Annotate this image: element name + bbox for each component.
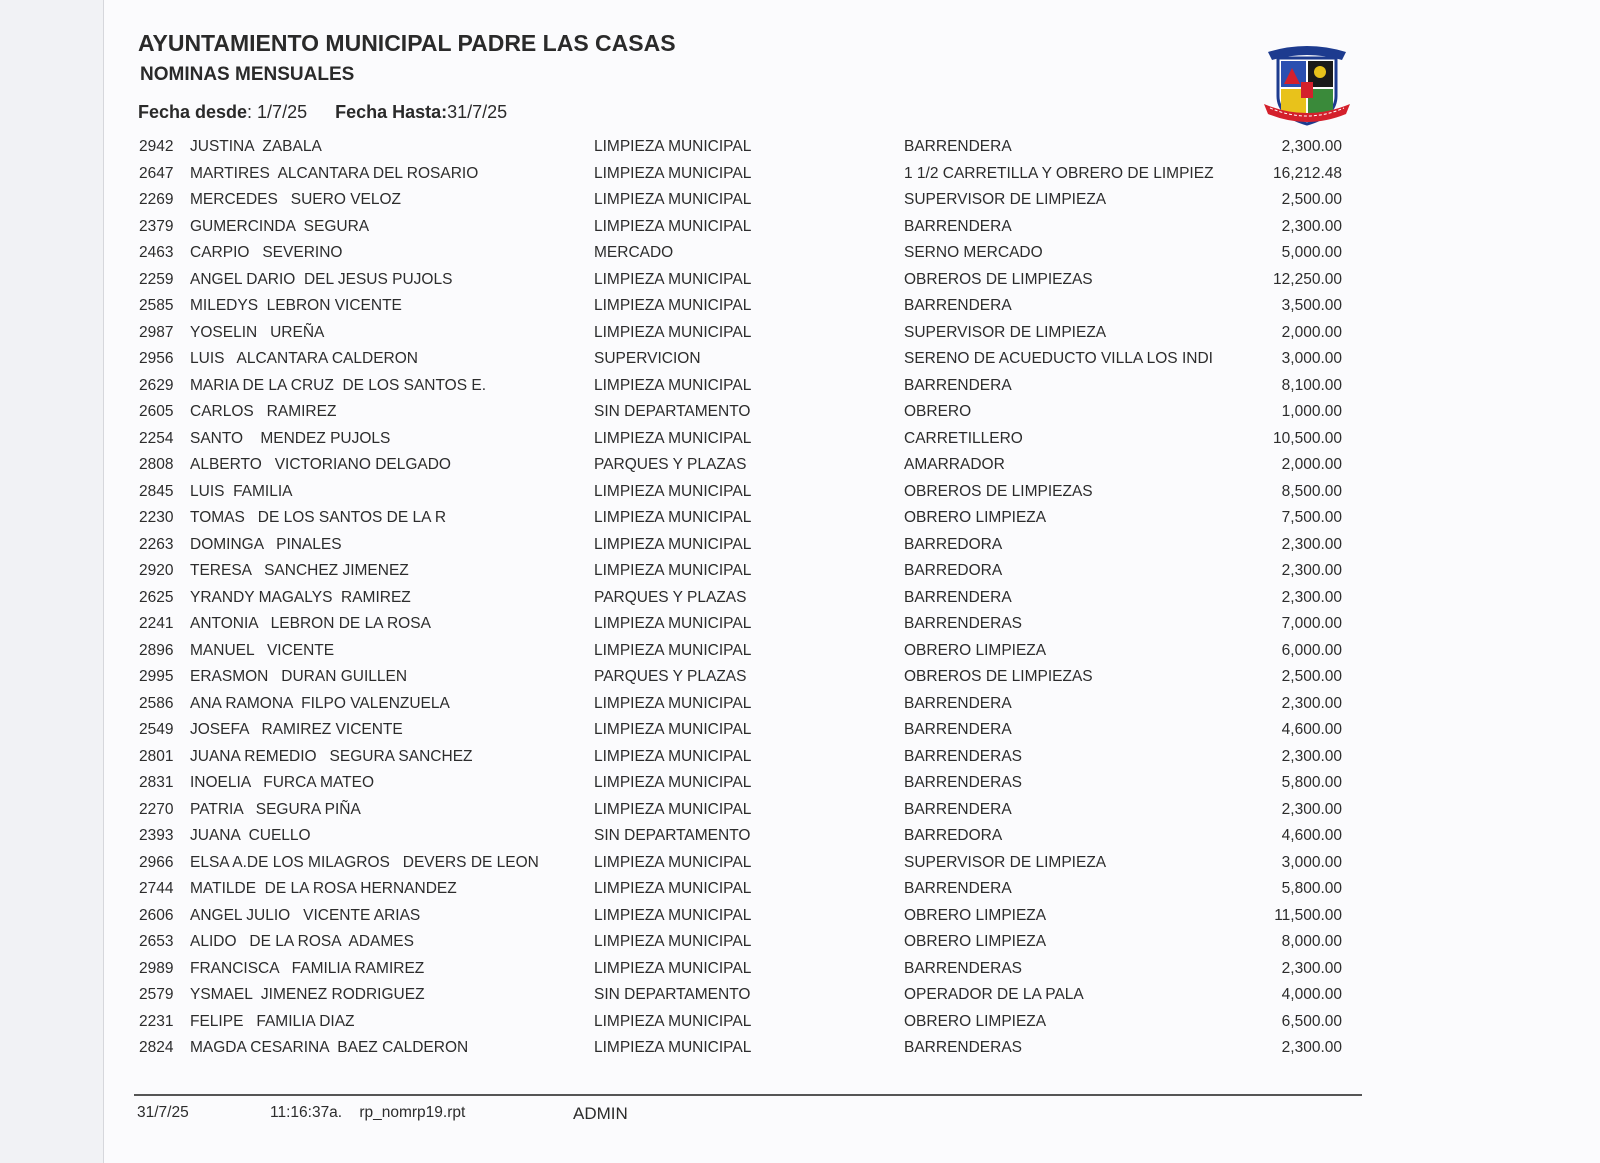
amount: 2,300.00: [1281, 1039, 1342, 1056]
department: LIMPIEZA MUNICIPAL: [594, 191, 752, 208]
table-row: [0, 399, 1600, 426]
position: OBRERO LIMPIEZA: [904, 641, 1047, 659]
table-row: [0, 373, 1600, 400]
amount: 6,000.00: [1281, 641, 1342, 659]
position: BARRENDERAS: [904, 615, 1022, 632]
employee-code: 2845: [139, 482, 174, 500]
amount: 7,500.00: [1281, 509, 1342, 526]
employee-name: ANA RAMONA FILPO VALENZUELA: [190, 694, 450, 712]
employee-code: 2625: [139, 588, 174, 606]
employee-code: 2379: [139, 217, 174, 235]
employee-name: JOSEFA RAMIREZ VICENTE: [190, 721, 403, 738]
table-row: [0, 214, 1600, 241]
amount: 2,000.00: [1281, 456, 1342, 473]
date-range: [138, 102, 507, 123]
amount: 1,000.00: [1281, 403, 1342, 420]
fecha-desde-value: : 1/7/25: [247, 102, 308, 122]
footer-date: 31/7/25: [137, 1104, 189, 1121]
amount: 2,300.00: [1281, 562, 1342, 579]
table-row: [0, 558, 1600, 585]
employee-code: 2605: [139, 403, 174, 420]
department: LIMPIEZA MUNICIPAL: [594, 482, 752, 500]
employee-code: 2896: [139, 641, 174, 659]
table-row: [0, 823, 1600, 850]
department: LIMPIEZA MUNICIPAL: [594, 138, 752, 155]
position: BARRENDERA: [904, 694, 1012, 712]
position: BARRENDERA: [904, 376, 1012, 394]
table-row: [0, 691, 1600, 718]
employee-name: MILEDYS LEBRON VICENTE: [190, 297, 402, 314]
employee-code: 2230: [139, 509, 174, 526]
position: SUPERVISOR DE LIMPIEZA: [904, 191, 1107, 208]
employee-name: ERASMON DURAN GUILLEN: [190, 668, 408, 685]
employee-code: 2549: [139, 721, 174, 738]
employee-code: 2647: [139, 164, 174, 182]
department: LIMPIEZA MUNICIPAL: [594, 1012, 752, 1030]
employee-name: LUIS FAMILIA: [190, 482, 293, 500]
position: AMARRADOR: [904, 456, 1005, 473]
table-row: [0, 505, 1600, 532]
employee-code: 2586: [139, 694, 174, 712]
table-row: [0, 717, 1600, 744]
department: LIMPIEZA MUNICIPAL: [594, 323, 752, 341]
department: LIMPIEZA MUNICIPAL: [594, 800, 752, 818]
department: PARQUES Y PLAZAS: [594, 456, 747, 473]
employee-code: 2942: [139, 138, 174, 155]
employee-code: 2463: [139, 244, 174, 261]
employee-name: PATRIA SEGURA PIÑA: [190, 800, 361, 818]
employee-name: GUMERCINDA SEGURA: [190, 217, 370, 235]
department: LIMPIEZA MUNICIPAL: [594, 429, 752, 447]
footer-time-file: 11:16:37a. rp_nomrp19.rpt: [270, 1104, 466, 1121]
amount: 8,000.00: [1281, 933, 1342, 950]
report-title: AYUNTAMIENTO MUNICIPAL PADRE LAS CASAS: [138, 30, 676, 56]
table-row: [0, 876, 1600, 903]
table-row: [0, 452, 1600, 479]
department: LIMPIEZA MUNICIPAL: [594, 774, 752, 791]
position: BARRENDERA: [904, 800, 1012, 818]
department: PARQUES Y PLAZAS: [594, 588, 747, 606]
employee-name: MANUEL VICENTE: [190, 641, 335, 659]
employee-name: DOMINGA PINALES: [190, 535, 342, 553]
employee-name: JUANA CUELLO: [190, 827, 311, 844]
employee-name: FELIPE FAMILIA DIAZ: [190, 1012, 355, 1030]
table-row: [0, 744, 1600, 771]
department: LIMPIEZA MUNICIPAL: [594, 694, 752, 712]
employee-name: ANGEL JULIO VICENTE ARIAS: [190, 906, 421, 924]
amount: 12,250.00: [1273, 270, 1342, 288]
position: BARRENDERA: [904, 880, 1012, 897]
table-row: [0, 532, 1600, 559]
employee-name: SANTO MENDEZ PUJOLS: [190, 429, 391, 447]
amount: 4,600.00: [1281, 827, 1342, 844]
table-row: [0, 585, 1600, 612]
amount: 2,500.00: [1281, 191, 1342, 208]
position: OBREROS DE LIMPIEZAS: [904, 270, 1093, 288]
employee-name: CARLOS RAMIREZ: [190, 403, 337, 420]
report-subtitle: NOMINAS MENSUALES: [140, 64, 355, 85]
position: BARRENDERA: [904, 138, 1012, 155]
employee-name: MAGDA CESARINA BAEZ CALDERON: [190, 1039, 469, 1056]
employee-name: MARIA DE LA CRUZ DE LOS SANTOS E.: [190, 376, 487, 394]
department: LIMPIEZA MUNICIPAL: [594, 535, 752, 553]
fecha-hasta-value: 31/7/25: [447, 102, 508, 122]
position: SUPERVISOR DE LIMPIEZA: [904, 323, 1107, 341]
table-row: [0, 903, 1600, 930]
department: LIMPIEZA MUNICIPAL: [594, 641, 752, 659]
position: BARREDORA: [904, 827, 1003, 844]
table-row: [0, 240, 1600, 267]
table-row: [0, 638, 1600, 665]
amount: 2,300.00: [1281, 588, 1342, 606]
employee-name: INOELIA FURCA MATEO: [190, 774, 375, 791]
employee-name: YOSELIN UREÑA: [190, 323, 325, 341]
employee-code: 2989: [139, 959, 174, 977]
department: LIMPIEZA MUNICIPAL: [594, 747, 752, 765]
employee-name: MARTIRES ALCANTARA DEL ROSARIO: [190, 164, 479, 182]
employee-name: YRANDY MAGALYS RAMIREZ: [190, 588, 411, 606]
amount: 3,000.00: [1281, 853, 1342, 871]
amount: 4,600.00: [1281, 721, 1342, 738]
employee-name: CARPIO SEVERINO: [190, 244, 343, 261]
employee-code: 2254: [139, 429, 174, 447]
position: BARRENDERAS: [904, 959, 1022, 977]
position: OBRERO LIMPIEZA: [904, 1012, 1047, 1030]
amount: 2,300.00: [1281, 138, 1342, 155]
department: LIMPIEZA MUNICIPAL: [594, 562, 752, 579]
table-row: [0, 479, 1600, 506]
table-row: [0, 161, 1600, 188]
department: LIMPIEZA MUNICIPAL: [594, 270, 752, 288]
department: LIMPIEZA MUNICIPAL: [594, 721, 752, 738]
department: PARQUES Y PLAZAS: [594, 668, 747, 685]
department: LIMPIEZA MUNICIPAL: [594, 297, 752, 314]
amount: 11,500.00: [1274, 906, 1342, 924]
position: 1 1/2 CARRETILLA Y OBRERO DE LIMPIEZ: [904, 164, 1214, 182]
employee-code: 2241: [139, 615, 174, 632]
employee-code: 2956: [139, 350, 174, 367]
amount: 5,800.00: [1281, 774, 1342, 791]
position: CARRETILLERO: [904, 429, 1023, 447]
amount: 8,100.00: [1281, 376, 1342, 394]
employee-name: JUSTINA ZABALA: [190, 138, 322, 155]
position: BARRENDERA: [904, 588, 1012, 606]
department: LIMPIEZA MUNICIPAL: [594, 1039, 752, 1056]
footer-divider: [134, 1094, 1362, 1096]
amount: 8,500.00: [1281, 482, 1342, 500]
table-row: [0, 956, 1600, 983]
position: SERENO DE ACUEDUCTO VILLA LOS INDI: [904, 350, 1213, 367]
amount: 2,000.00: [1281, 323, 1342, 341]
position: OBRERO: [904, 403, 972, 420]
employee-code: 2824: [139, 1039, 174, 1056]
employee-name: ALIDO DE LA ROSA ADAMES: [190, 933, 414, 950]
employee-name: ELSA A.DE LOS MILAGROS DEVERS DE LEON: [190, 853, 539, 871]
employee-code: 2801: [139, 747, 174, 765]
employee-name: ANTONIA LEBRON DE LA ROSA: [190, 615, 431, 632]
position: BARRENDERAS: [904, 774, 1022, 791]
department: LIMPIEZA MUNICIPAL: [594, 509, 752, 526]
table-row: [0, 611, 1600, 638]
amount: 2,300.00: [1281, 800, 1342, 818]
amount: 3,500.00: [1281, 297, 1342, 314]
department: LIMPIEZA MUNICIPAL: [594, 217, 752, 235]
position: BARRENDERA: [904, 297, 1012, 314]
department: LIMPIEZA MUNICIPAL: [594, 959, 752, 977]
employee-code: 2231: [139, 1012, 174, 1030]
position: BARRENDERA: [904, 217, 1012, 235]
position: BARREDORA: [904, 535, 1003, 553]
table-row: [0, 187, 1600, 214]
employee-name: ALBERTO VICTORIANO DELGADO: [190, 456, 451, 473]
department: LIMPIEZA MUNICIPAL: [594, 376, 752, 394]
position: SERNO MERCADO: [904, 244, 1043, 261]
amount: 2,300.00: [1281, 747, 1342, 765]
employee-code: 2259: [139, 270, 174, 288]
amount: 16,212.48: [1273, 164, 1342, 182]
position: BARREDORA: [904, 562, 1003, 579]
fecha-hasta-label: Fecha Hasta:: [335, 102, 448, 122]
position: OBREROS DE LIMPIEZAS: [904, 482, 1093, 500]
table-row: [0, 982, 1600, 1009]
position: OBREROS DE LIMPIEZAS: [904, 668, 1093, 685]
employee-code: 2629: [139, 376, 174, 394]
position: BARRENDERA: [904, 721, 1012, 738]
employee-code: 2653: [139, 933, 174, 950]
employee-code: 2585: [139, 297, 174, 314]
position: BARRENDERAS: [904, 747, 1022, 765]
amount: 2,300.00: [1281, 535, 1342, 553]
employee-code: 2269: [139, 191, 174, 208]
amount: 5,800.00: [1281, 880, 1342, 897]
table-row: [0, 1009, 1600, 1036]
amount: 7,000.00: [1281, 615, 1342, 632]
amount: 2,300.00: [1281, 959, 1342, 977]
department: SIN DEPARTAMENTO: [594, 827, 751, 844]
footer-user: ADMIN: [573, 1104, 628, 1123]
employee-code: 2606: [139, 906, 174, 924]
employee-name: LUIS ALCANTARA CALDERON: [190, 350, 418, 367]
employee-name: MATILDE DE LA ROSA HERNANDEZ: [190, 880, 457, 897]
department: SIN DEPARTAMENTO: [594, 403, 751, 420]
employee-name: ANGEL DARIO DEL JESUS PUJOLS: [190, 270, 453, 288]
employee-code: 2270: [139, 800, 174, 818]
table-row: [0, 346, 1600, 373]
employee-code: 2808: [139, 456, 174, 473]
table-row: [0, 770, 1600, 797]
table-row: [0, 134, 1600, 161]
municipal-coat-of-arms-icon: [1262, 38, 1352, 134]
amount: 6,500.00: [1281, 1012, 1342, 1030]
employee-code: 2987: [139, 323, 174, 341]
employee-code: 2920: [139, 562, 174, 579]
department: SUPERVICION: [594, 350, 701, 367]
department: LIMPIEZA MUNICIPAL: [594, 853, 752, 871]
employee-code: 2393: [139, 827, 174, 844]
amount: 2,300.00: [1281, 694, 1342, 712]
position: BARRENDERAS: [904, 1039, 1022, 1056]
employee-name: TOMAS DE LOS SANTOS DE LA R: [190, 509, 447, 526]
department: LIMPIEZA MUNICIPAL: [594, 906, 752, 924]
employee-name: FRANCISCA FAMILIA RAMIREZ: [190, 959, 425, 977]
employee-code: 2579: [139, 986, 174, 1003]
employee-name: TERESA SANCHEZ JIMENEZ: [190, 562, 409, 579]
employee-code: 2744: [139, 880, 174, 897]
employee-name: MERCEDES SUERO VELOZ: [190, 191, 402, 208]
employee-code: 2966: [139, 853, 174, 871]
amount: 5,000.00: [1281, 244, 1342, 261]
amount: 10,500.00: [1273, 429, 1342, 447]
table-row: [0, 267, 1600, 294]
department: SIN DEPARTAMENTO: [594, 986, 751, 1003]
table-row: [0, 1035, 1600, 1062]
amount: 3,000.00: [1281, 350, 1342, 367]
amount: 2,500.00: [1281, 668, 1342, 685]
position: OBRERO LIMPIEZA: [904, 933, 1047, 950]
employee-name: JUANA REMEDIO SEGURA SANCHEZ: [190, 747, 473, 765]
table-row: [0, 664, 1600, 691]
table-row: [0, 797, 1600, 824]
table-row: [0, 929, 1600, 956]
position: OPERADOR DE LA PALA: [904, 986, 1084, 1003]
employee-code: 2831: [139, 774, 174, 791]
amount: 2,300.00: [1281, 217, 1342, 235]
table-row: [0, 320, 1600, 347]
employee-code: 2263: [139, 535, 174, 553]
department: LIMPIEZA MUNICIPAL: [594, 164, 752, 182]
employee-name: YSMAEL JIMENEZ RODRIGUEZ: [190, 986, 425, 1003]
position: OBRERO LIMPIEZA: [904, 906, 1047, 924]
department: MERCADO: [594, 244, 674, 261]
department: LIMPIEZA MUNICIPAL: [594, 933, 752, 950]
amount: 4,000.00: [1281, 986, 1342, 1003]
department: LIMPIEZA MUNICIPAL: [594, 615, 752, 632]
fecha-desde-label: Fecha desde: [138, 102, 248, 122]
table-row: [0, 850, 1600, 877]
table-row: [0, 293, 1600, 320]
department: LIMPIEZA MUNICIPAL: [594, 880, 752, 897]
employee-code: 2995: [139, 668, 174, 685]
position: SUPERVISOR DE LIMPIEZA: [904, 853, 1107, 871]
payroll-list: [0, 134, 1600, 1062]
position: OBRERO LIMPIEZA: [904, 509, 1047, 526]
table-row: [0, 426, 1600, 453]
